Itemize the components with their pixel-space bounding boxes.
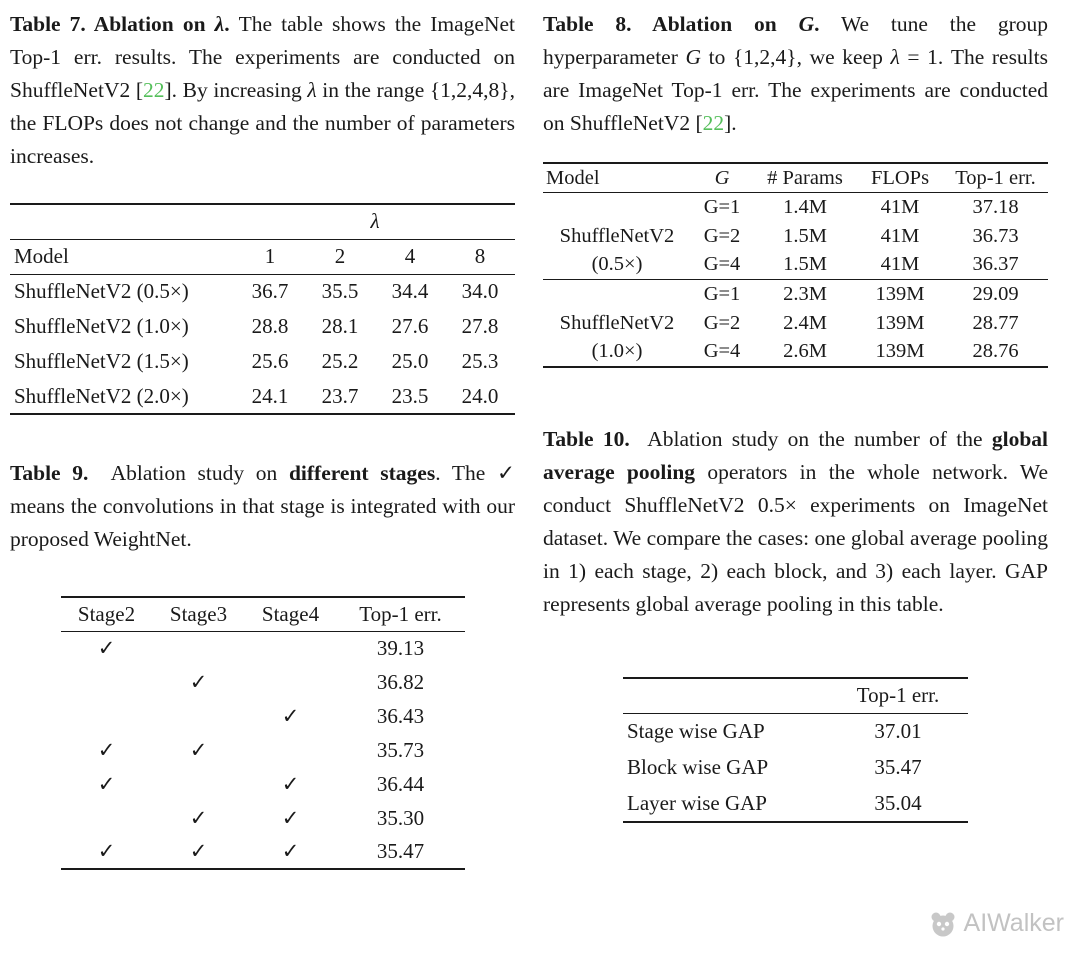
table-column-header: 4 [375, 239, 445, 274]
table-row [61, 733, 465, 767]
checkmark-cell [245, 631, 337, 665]
table7-caption: Table 7. Ablation on λ. The table shows the ImageNet Top-1 err. results. The experiments are conducted on ShuffleNetV2 [22]. By increasing λ in the range {1,2,4,8}, the FLOPs does not change and the number of parameters increases. [10, 12, 515, 168]
table-row [543, 280, 1048, 309]
table-cell: G=2 [703, 311, 741, 334]
table-row [543, 193, 1048, 222]
table-column-header: Top-1 err. [337, 597, 465, 631]
right-column [543, 8, 1048, 870]
table-row [543, 251, 1048, 280]
table-cell: 2.4M [783, 311, 827, 334]
checkmark-cell: ✓ [97, 771, 116, 796]
table-column-header: Stage3 [153, 597, 245, 631]
table-cell: 28.8 [251, 314, 289, 338]
table-cell: 35.04 [874, 790, 922, 815]
table-cell: G=1 [691, 280, 753, 309]
checkmark-cell: ✓ [281, 839, 300, 863]
table-cell [543, 193, 691, 222]
table-row [10, 379, 515, 414]
checkmark-cell: ✓ [189, 669, 208, 694]
table-cell: 36.73 [972, 224, 1019, 247]
aiwalker-logo-icon [929, 910, 957, 938]
citation-link[interactable]: 22 [702, 111, 725, 135]
table-cell: 35.30 [376, 805, 425, 830]
table-cell: ShuffleNetV2 (1.0×) [14, 314, 189, 338]
table-cell: 28.77 [972, 311, 1019, 334]
table-cell: 37.18 [943, 193, 1048, 222]
table-cell: 28.76 [972, 340, 1019, 362]
table-cell: 139M [875, 311, 925, 334]
table-cell: 24.0 [461, 383, 499, 408]
left-column [10, 8, 515, 870]
table-cell: 139M [857, 280, 943, 309]
checkmark-cell [245, 665, 337, 699]
table-cell: 36.82 [376, 669, 425, 694]
table-cell: 1.5M [783, 224, 827, 247]
watermark-label: AIWalker [963, 909, 1064, 937]
table-column-header: Model [10, 239, 235, 274]
table-row [543, 309, 1048, 338]
checkmark-cell [153, 631, 245, 665]
table9-ablation-stages [61, 596, 465, 870]
checkmark-cell [61, 665, 153, 699]
table-row [10, 344, 515, 379]
table-cell: 41M [880, 224, 920, 247]
table-cell: 36.37 [972, 253, 1019, 276]
table-cell: G=4 [703, 340, 741, 362]
table7-header-row [10, 239, 515, 274]
checkmark-cell: ✓ [97, 839, 116, 863]
table-column-header: Top-1 err. [828, 678, 968, 714]
table-cell: 23.7 [321, 383, 359, 408]
table-row [623, 714, 968, 750]
table-column-header: Stage2 [61, 597, 153, 631]
table-cell [543, 280, 691, 309]
table-column-header: FLOPs [857, 163, 943, 193]
table-column-header: 1 [235, 239, 305, 274]
checkmark-cell [61, 801, 153, 835]
table-cell: 25.0 [391, 349, 429, 373]
table-cell: ShuffleNetV2 (0.5×) [10, 274, 235, 309]
table-cell: (0.5×) [591, 253, 643, 276]
table-column-header: # Params [753, 163, 857, 193]
table7-group-header-row [10, 204, 515, 239]
table-cell: (1.0×) [591, 340, 643, 362]
table-row [10, 274, 515, 309]
table-cell: 36.43 [376, 703, 425, 728]
table-cell: 39.13 [337, 631, 465, 665]
checkmark-cell: ✓ [189, 839, 208, 863]
table-cell: 35.47 [874, 755, 922, 779]
table-column-header: Stage4 [245, 597, 337, 631]
table-cell: 2.3M [753, 280, 857, 309]
table-cell: ShuffleNetV2 (2.0×) [14, 383, 189, 408]
checkmark-cell: ✓ [97, 737, 116, 762]
table8-ablation-groups [543, 162, 1048, 368]
table-cell: ShuffleNetV2 [559, 224, 675, 247]
checkmark-cell [153, 767, 245, 801]
table7-lambda-header: λ [235, 204, 515, 239]
table-column-header: Model [543, 163, 691, 193]
table-column-header: Top-1 err. [943, 163, 1048, 193]
table-column-header [623, 678, 828, 714]
table8-header-row [543, 163, 1048, 193]
table-cell: Stage wise GAP [623, 714, 828, 750]
table-cell: 35.47 [376, 839, 425, 863]
table-cell: 41M [857, 193, 943, 222]
table-cell: 25.2 [321, 349, 359, 373]
table9-caption: Table 9. Ablation study on different stages. The ✓ means the convolutions in that stage is integrated with our proposed WeightNet. [10, 461, 515, 551]
table-cell: 27.8 [461, 314, 499, 338]
table-cell: 25.6 [251, 349, 289, 373]
table-cell: 29.09 [943, 280, 1048, 309]
table8-caption: Table 8. Ablation on G. We tune the group hyperparameter G to {1,2,4}, we keep λ = 1. The results are ImageNet Top-1 err. The experiments are conducted on ShuffleNetV2 [22]. [543, 12, 1048, 135]
checkmark-cell: ✓ [281, 805, 300, 830]
checkmark-cell: ✓ [61, 631, 153, 665]
checkmark-cell: ✓ [189, 737, 208, 762]
table-cell: 23.5 [391, 383, 429, 408]
table-cell: 41M [880, 253, 920, 276]
checkmark-cell [245, 733, 337, 767]
checkmark-cell: ✓ [189, 805, 208, 830]
table-column-header: G [691, 163, 753, 193]
checkmark-cell: ✓ [281, 771, 300, 796]
table-cell: 25.3 [461, 349, 499, 373]
table-column-header: 8 [445, 239, 515, 274]
table-cell: Block wise GAP [627, 755, 769, 779]
table-row [61, 699, 465, 733]
table-cell: 34.4 [375, 274, 445, 309]
table10-caption: Table 10. Ablation study on the number of the global average pooling operators in the whole network. We conduct ShuffleNetV2 0.5× experiments on ImageNet dataset. We compare the cases: one global average pooling in 1) each stage, 2) each block, and 3) each layer. GAP represents global average pooling in this table. [543, 426, 1048, 616]
table-cell: G=1 [691, 193, 753, 222]
table-row [623, 786, 968, 822]
table-cell: G=2 [703, 224, 741, 247]
table-cell: 2.6M [783, 340, 827, 362]
table-column-header: 2 [305, 239, 375, 274]
table-cell: 35.73 [376, 737, 425, 762]
table-cell [10, 204, 235, 239]
table-row [61, 801, 465, 835]
table-row [61, 665, 465, 699]
table-cell: 28.1 [321, 314, 359, 338]
table10-header-row [623, 678, 968, 714]
table-cell: 36.7 [235, 274, 305, 309]
checkmark-cell: ✓ [281, 703, 300, 728]
table-cell: ShuffleNetV2 (1.5×) [14, 349, 189, 373]
table-cell: G=4 [703, 253, 741, 276]
table-cell: 1.4M [753, 193, 857, 222]
table-cell: 34.0 [445, 274, 515, 309]
table-cell: 37.01 [828, 714, 968, 750]
table-cell: 27.6 [391, 314, 429, 338]
table-row [61, 835, 465, 869]
table-cell: 24.1 [251, 383, 289, 408]
table-row [61, 631, 465, 665]
table-cell: ShuffleNetV2 [559, 311, 675, 334]
table-row [61, 767, 465, 801]
watermark [929, 909, 1064, 938]
checkmark-cell [153, 699, 245, 733]
table7-ablation-lambda [10, 203, 515, 415]
table-row [623, 750, 968, 786]
table-cell: 35.5 [305, 274, 375, 309]
table-cell: 139M [875, 340, 925, 362]
table-row [543, 338, 1048, 367]
citation-link[interactable]: 22 [143, 78, 165, 102]
table10-ablation-gap [623, 677, 968, 823]
table-cell: 36.44 [376, 771, 425, 796]
table-cell: 1.5M [783, 253, 827, 276]
table-row [543, 222, 1048, 251]
checkmark-cell [61, 699, 153, 733]
table-row [10, 309, 515, 344]
table9-header-row [61, 597, 465, 631]
table-cell: Layer wise GAP [627, 790, 767, 815]
